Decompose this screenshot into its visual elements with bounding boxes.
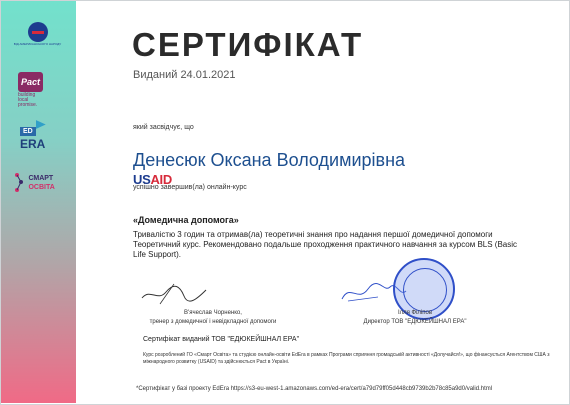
molecule-icon [14,172,24,194]
edera-arrow-icon [36,120,46,129]
verify-link[interactable]: *Сертифікат у базі проекту EdEra https://s3-eu-west-1.amazonaws.com/ed-era/cert/a79d79ff05d448cb9739b2b78c85a9d0/valid.html [136,386,493,392]
recipient-name: Денесюк Оксана Володимирівна [133,150,406,170]
pact-tagline: building local promise. [18,92,38,109]
smart-line1: СМАРТ [28,175,54,182]
edera-badge: ED [20,127,36,136]
signer-2-name: Ілля Філіпов [397,310,433,316]
usaid-logo-word-b: AID [150,172,172,187]
smart-osvita-logo [14,172,70,194]
certificate-title: СЕРТИФІКАТ [132,26,364,63]
issue-date: Виданий 24.01.2021 [133,69,236,81]
confirms-text: який засвідчує, що [133,124,194,131]
usaid-logo-word-a: US [133,172,151,187]
signer-1 [138,309,288,327]
signer-2 [336,309,494,327]
signer-1-role: тренер з домедичної і невідкладної допомоги [149,319,277,325]
course-name: «Домедична допомога» [133,215,239,225]
issued-by: Сертифікат виданий ТОВ "ЕДЮКЕЙШНАЛ ЕРА" [143,336,300,343]
edera-word: ERA [20,137,46,151]
footer-note: Курс розроблений ГО «Смарт Освіта» та студією онлайн-освіти EdEra в рамках Програми сприяння громадській активності «Долучайся!», що фінансується Агентством США з міжнародного розвитку (USAID) та здійснюється Pact в Україні. [143,352,550,365]
course-description: Тривалістю 3 годин та отримав(ла) теоретичні знання про надання першої домедичної допомоги Теоретичний курс. Рекомендовано подальше проходження практичного навчання за курсом BLS (Basic Life Support). [133,230,518,259]
usaid-seal-icon [28,22,48,42]
smart-line2: ОСВІТА [28,184,55,191]
signer-1-name: В'ячеслав Чорненко, [184,310,242,316]
signature-1 [140,280,210,308]
usaid-tagline: ВІД АМЕРИКАНСЬКОГО НАРОДУ [13,42,62,46]
completed-text: успішно завершив(ла) онлайн-курс [133,184,247,191]
pact-logo-word: Pact [18,72,43,92]
pact-logo [18,72,64,110]
logo-strip [1,1,76,403]
edera-logo [20,120,60,151]
signer-2-role: Директор ТОВ "ЕДЮКЕЙШНАЛ ЕРА" [363,319,467,325]
